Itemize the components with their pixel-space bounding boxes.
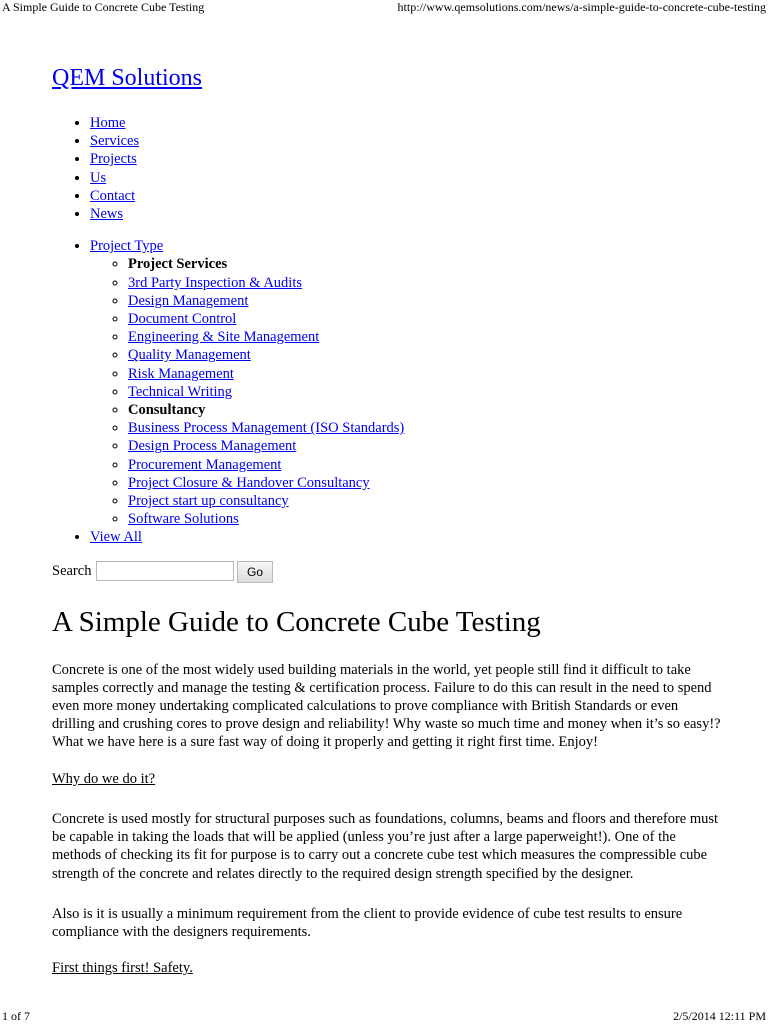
nav-services-link[interactable]: Services [90,133,140,150]
submenu-link-technical-writing[interactable]: Technical Writing [128,383,233,400]
submenu-item [128,310,722,328]
submenu-item [128,456,722,474]
go-button[interactable]: Go [237,561,273,583]
project-type-link[interactable]: Project Type [90,238,164,255]
project-submenu [90,255,722,528]
subhead-safety [52,959,722,977]
subhead-why-text: Why do we do it? [52,770,156,787]
nav-news-link[interactable]: News [90,206,124,223]
submenu-link-3rd-party-inspection[interactable]: 3rd Party Inspection & Audits [128,274,302,291]
submenu-item [128,365,722,383]
main-menu-item [90,205,722,223]
submenu-link-design-process-management[interactable]: Design Process Management [128,438,297,455]
main-menu-item [90,132,722,150]
article-para-also: Also is it is usually a minimum requirement from the client to provide evidence of cube test results to ensure compliance with the designers requirements. [52,905,683,940]
main-menu-item [90,187,722,205]
submenu-link-quality-management[interactable]: Quality Management [128,347,251,364]
site-title-link[interactable]: QEM Solutions [52,65,203,91]
submenu-link-risk-management[interactable]: Risk Management [128,365,234,382]
submenu-item [128,419,722,437]
project-type-item [90,237,722,528]
print-datetime: 2/5/2014 12:11 PM [673,1009,766,1023]
submenu-link-design-management[interactable]: Design Management [128,292,249,309]
submenu-heading-consultancy: ◦ Consultancy [128,401,722,419]
submenu-link-engineering-site-management[interactable]: Engineering & Site Management [128,329,320,346]
subhead-safety-text: First things first! Safety. [52,960,193,977]
main-menu-item [90,169,722,187]
submenu-item [128,492,722,510]
submenu-link-business-process-management[interactable]: Business Process Management (ISO Standards) [128,420,405,437]
submenu-link-project-closure-handover[interactable]: Project Closure & Handover Consultancy [128,474,370,491]
submenu-item [128,437,722,455]
submenu-item [128,274,722,292]
print-header-title: A Simple Guide to Concrete Cube Testing [2,0,205,14]
main-menu-item [90,114,722,132]
nav-contact-link[interactable]: Contact [90,187,136,204]
submenu-item [128,474,722,492]
submenu-link-software-solutions[interactable]: Software Solutions [128,511,239,528]
page-content [52,64,722,977]
submenu-item [128,292,722,310]
site-title [52,64,722,92]
search-form [52,561,722,585]
submenu-item [128,346,722,364]
submenu-link-document-control[interactable]: Document Control [128,311,237,328]
submenu-heading-project-services: ◦ Project Services [128,255,722,273]
article-para-why: Concrete is used mostly for structural purposes such as foundations, columns, beams and floors and therefore must be capable in taking the loads that will be applied (unless you’re just after a large paperweight!). One of the methods of checking its fit for purpose is to carry out a concrete cube test which measures the compressible cube strength of the concrete and relates directly to the required design strength specified by the designer. [52,810,719,882]
project-menu [52,237,722,546]
main-menu-item [90,150,722,168]
search-input[interactable] [96,561,234,581]
subhead-why [52,770,722,788]
main-menu [52,114,722,223]
submenu-item [128,510,722,528]
nav-us-link[interactable]: Us [90,169,107,186]
submenu-item [128,328,722,346]
nav-projects-link[interactable]: Projects [90,151,137,168]
page-number: 1 of 7 [2,1009,30,1023]
view-all-item [90,528,722,546]
search-label: Search [52,562,92,579]
nav-home-link[interactable]: Home [90,115,126,131]
submenu-link-project-start-up[interactable]: Project start up consultancy [128,493,289,510]
print-header-url: http://www.qemsolutions.com/news/a-simple-guide-to-concrete-cube-testing [397,0,766,14]
submenu-item [128,383,722,401]
view-all-link[interactable]: View All [90,529,142,546]
article-title: A Simple Guide to Concrete Cube Testing [52,605,541,638]
submenu-link-procurement-management[interactable]: Procurement Management [128,456,282,473]
article-intro: Concrete is one of the most widely used building materials in the world, yet people still find it difficult to take samples correctly and manage the testing & certification process. Failure to do this can result in the need to spend even more money undertaking complicated calculations to prove compliance with British Standards or even drilling and crushing cores to prove design and reliability! Why waste so much time and money when it’s so easy!? What we have here is a sure fast way of doing it properly and getting it right first time. Enjoy! [52,661,721,751]
